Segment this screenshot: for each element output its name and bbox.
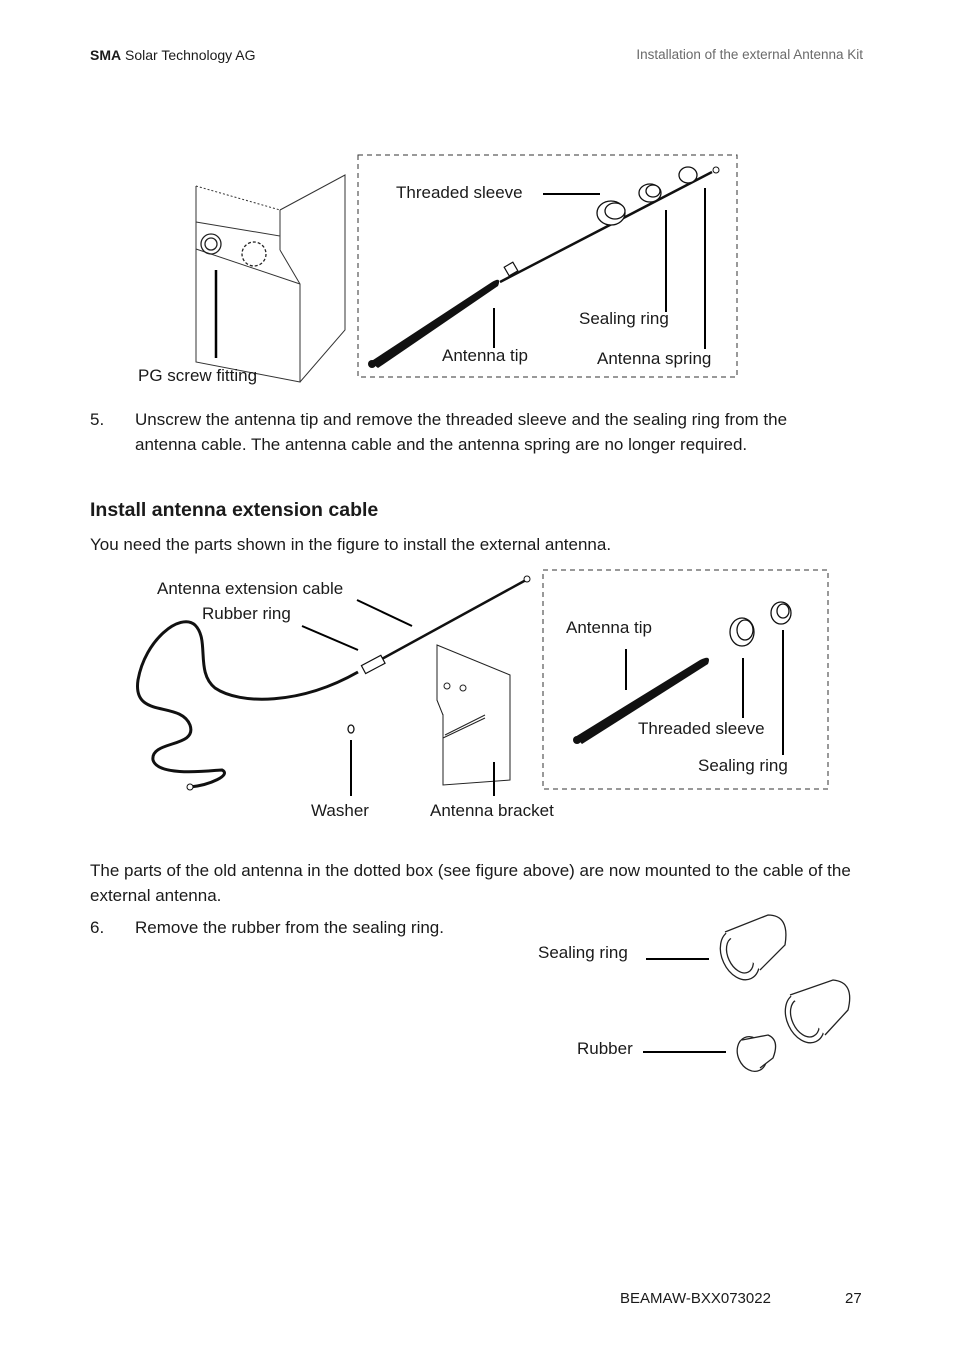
antenna-bracket-part: [437, 645, 510, 785]
step6-text: Remove the rubber from the sealing ring.: [135, 918, 444, 937]
label-washer: Washer: [311, 801, 369, 820]
step5-number: 5.: [90, 410, 105, 429]
label-sealing-ring-3: Sealing ring: [538, 943, 628, 962]
antenna-cable: [500, 172, 712, 282]
section-intro: You need the parts shown in the figure to install the external antenna.: [90, 535, 612, 554]
threaded-sleeve-part-2: [730, 618, 754, 646]
label-rubber-ring: Rubber ring: [202, 604, 291, 623]
header-section-title: Installation of the external Antenna Kit: [636, 47, 863, 62]
paragraph-old-antenna: The parts of the old antenna in the dotted box (see figure above) are now mounted to the cable of the external antenna.: [90, 861, 851, 905]
label-antenna-spring: Antenna spring: [597, 349, 712, 368]
sealing-ring-part-2: [771, 602, 791, 624]
washer-part: [348, 725, 354, 733]
step6-number: 6.: [90, 918, 105, 937]
extension-cable-part: [137, 622, 358, 787]
label-threaded-sleeve: Threaded sleeve: [396, 183, 523, 202]
rubber-part: [732, 1032, 776, 1076]
leader-ext-cable: [357, 600, 412, 626]
label-pg-screw-fitting: PG screw fitting: [138, 366, 258, 385]
label-antenna-bracket: Antenna bracket: [430, 801, 554, 820]
inverter-housing: [196, 175, 345, 382]
label-antenna-tip-2: Antenna tip: [566, 618, 653, 637]
step5-text: Unscrew the antenna tip and remove the threaded sleeve and the sealing ring from the antenna cable. The antenna cable and the antenna spring are no longer required.: [135, 410, 788, 454]
footer-doc-code: BEAMAW-BXX073022: [620, 1290, 771, 1307]
label-sealing-ring: Sealing ring: [579, 309, 669, 328]
threaded-sleeve-part: [597, 167, 697, 225]
label-antenna-tip: Antenna tip: [442, 346, 529, 365]
leader-rubber-ring: [302, 626, 358, 650]
label-sealing-ring-2: Sealing ring: [698, 756, 788, 775]
footer-page-number: 27: [845, 1290, 862, 1307]
header-company: SMA Solar Technology AG: [90, 47, 256, 63]
sealing-ring-without-rubber: [778, 980, 850, 1049]
section-heading: Install antenna extension cable: [90, 499, 379, 521]
label-rubber: Rubber: [577, 1039, 633, 1058]
sealing-ring-part-3: [713, 915, 786, 986]
label-antenna-extension-cable: Antenna extension cable: [157, 579, 344, 598]
label-threaded-sleeve-2: Threaded sleeve: [638, 719, 765, 738]
